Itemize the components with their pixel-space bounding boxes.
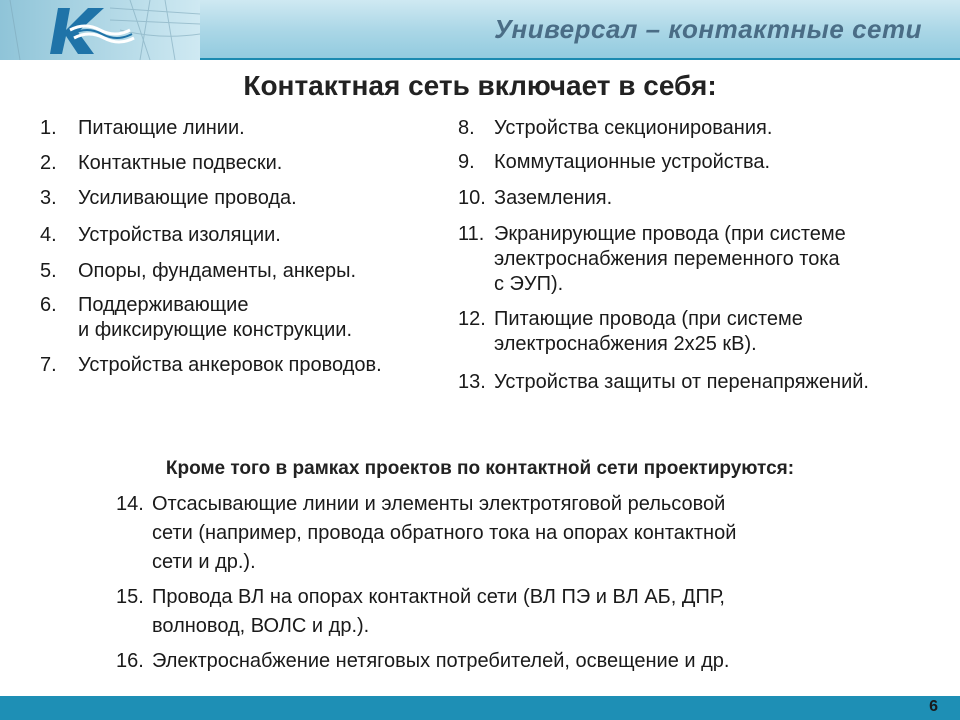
right-list xyxy=(458,116,953,395)
item-text: Устройства изоляции. xyxy=(78,224,281,246)
list-item xyxy=(458,150,953,175)
item-number: 12. xyxy=(458,308,486,330)
item-text: Устройства анкеровок проводов. xyxy=(78,354,382,376)
item-number: 9. xyxy=(458,151,475,173)
item-number: 15. xyxy=(116,586,144,608)
item-text: сети и др.). xyxy=(152,551,256,573)
item-text: Устройства защиты от перенапряжений. xyxy=(494,371,869,393)
item-text: Усиливающие провода. xyxy=(78,187,297,209)
item-number: 14. xyxy=(116,493,144,515)
item-number: 11. xyxy=(458,223,485,245)
item-text: Питающие провода (при системе xyxy=(494,308,803,330)
item-number: 1. xyxy=(40,117,57,139)
list-item xyxy=(40,151,450,176)
slide-footer xyxy=(0,696,960,720)
list-item xyxy=(458,186,953,211)
item-text: и фиксирующие конструкции. xyxy=(78,319,353,341)
extra-list xyxy=(116,490,936,676)
list-item xyxy=(458,370,953,395)
item-text: волновод, ВОЛС и др.). xyxy=(152,615,370,637)
list-item xyxy=(116,647,936,676)
slide-header xyxy=(0,0,960,60)
item-number: 16. xyxy=(116,650,144,672)
header-title: Универсал – контактные сети xyxy=(494,14,922,44)
item-text: Коммутационные устройства. xyxy=(494,151,771,173)
list-item xyxy=(458,116,953,141)
item-text: Отсасывающие линии и элементы электротяговой рельсовой xyxy=(152,493,726,515)
company-logo xyxy=(0,0,200,60)
item-text: Питающие линии. xyxy=(78,117,245,139)
list-item xyxy=(116,583,936,641)
list-item xyxy=(458,222,953,297)
left-list xyxy=(40,116,450,378)
item-text: с ЭУП). xyxy=(494,273,564,295)
list-item xyxy=(40,186,450,211)
list-item xyxy=(40,116,450,141)
item-text: электроснабжения переменного тока xyxy=(494,248,840,270)
item-number: 6. xyxy=(40,294,57,316)
item-number: 8. xyxy=(458,117,475,139)
item-number: 5. xyxy=(40,260,57,282)
item-number: 4. xyxy=(40,224,57,246)
item-number: 7. xyxy=(40,354,57,376)
slide-title: Контактная сеть включает в себя: xyxy=(243,70,717,101)
item-number: 10. xyxy=(458,187,486,209)
list-item xyxy=(458,307,953,357)
item-number: 13. xyxy=(458,371,486,393)
item-text: электроснабжения 2х25 кВ). xyxy=(494,333,757,355)
item-text: Контактные подвески. xyxy=(78,152,283,174)
item-text: Заземления. xyxy=(494,187,613,209)
item-text: Электроснабжение нетяговых потребителей, освещение и др. xyxy=(152,650,730,672)
item-text: сети (например, провода обратного тока на опорах контактной xyxy=(152,522,737,544)
item-number: 2. xyxy=(40,152,57,174)
item-text: Провода ВЛ на опорах контактной сети (ВЛ ПЭ и ВЛ АБ, ДПР, xyxy=(152,586,725,608)
page-number: 6 xyxy=(929,698,938,715)
list-item xyxy=(40,223,450,248)
section-subheading: Кроме того в рамках проектов по контактной сети проектируются: xyxy=(165,458,795,479)
item-text: Поддерживающие xyxy=(78,294,249,316)
list-item xyxy=(40,353,450,378)
list-item xyxy=(116,490,936,577)
item-text: Экранирующие провода (при системе xyxy=(494,223,846,245)
item-text: Устройства секционирования. xyxy=(494,117,773,139)
item-number: 3. xyxy=(40,187,57,209)
list-item xyxy=(40,293,450,343)
item-text: Опоры, фундаменты, анкеры. xyxy=(78,260,357,282)
list-item xyxy=(40,259,450,284)
